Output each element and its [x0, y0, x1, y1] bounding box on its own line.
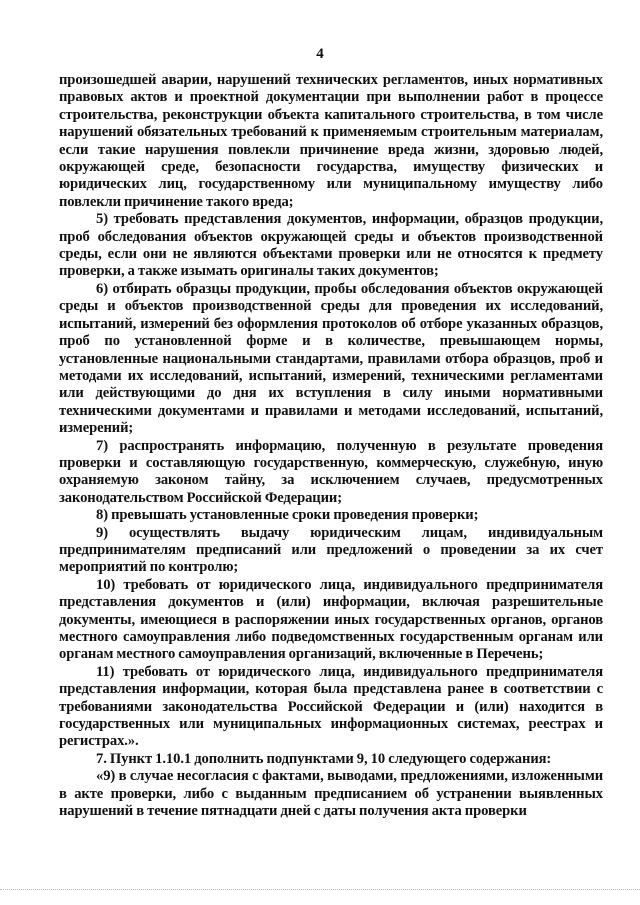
paragraph-item-11: 11) требовать от юридического лица, индивидуального предпринимателя представления информации, которая была представлена ранее в соответствии с требованиями законодательства Российской Федерации и (или) находится в государственных или муниципальных информационных системах, реестрах и регистрах.».	[59, 663, 603, 750]
paragraph-continuation: произошедшей аварии, нарушений технических регламентов, иных нормативных правовых актов и проектной документации при выполнении работ в процессе строительства, реконструкции объекта капитального строительства, в том числе нарушений обязательных требований к применяемым строительным материалам, если такие нарушения повлекли причинение вреда жизни, здоровью людей, окружающей среде, безопасности государства, имуществу физических и юридических лиц, государственному или муниципальному имуществу либо повлекли причинение такого вреда;	[59, 72, 603, 210]
scan-edge-divider	[0, 889, 640, 890]
paragraph-quote-9: «9) в случае несогласия с фактами, выводами, предложениями, изложенными в акте проверки, либо с выданным предписанием об устранении выявленных нарушений в течение пятнадцати дней с даты получения акта проверки	[59, 768, 603, 820]
paragraph-item-9: 9) осуществлять выдачу юридическим лицам, индивидуальным предпринимателям предписаний или предложений о проведении за их счет мероприятий по контролю;	[59, 524, 603, 576]
paragraph-item-7: 7) распространять информацию, полученную в результате проведения проверки и составляющую государственную, коммерческую, служебную, иную охраняемую законом тайну, за исключением случаев, предусмотренных законодательством Российской Федерации;	[59, 437, 603, 506]
page-number: 4	[316, 46, 324, 62]
paragraph-point-7: 7. Пункт 1.10.1 дополнить подпунктами 9, 10 следующего содержания:	[96, 750, 552, 767]
paragraph-item-10: 10) требовать от юридического лица, индивидуального предпринимателя представления документов и (или) информации, включая разрешительные документы, имеющиеся в распоряжении иных государственных органов, органов местного самоуправления либо подведомственных государственным органам или органам местного самоуправления организаций, включенные в Перечень;	[59, 576, 603, 663]
paragraph-item-6: 6) отбирать образцы продукции, пробы обследования объектов окружающей среды и объектов производственной среды для проведения их исследований, испытаний, измерений без оформления протоколов об отборе указанных образцов, проб по установленной форме и в количестве, превышающем нормы, установленные национальными стандартами, правилами отбора образцов, проб и методами их исследований, испытаний, измерений, техническими регламентами или действующими до дня их вступления в силу иными нормативными техническими документами и правилами и методами исследований, испытаний, измерений;	[59, 280, 603, 437]
paragraph-item-8: 8) превышать установленные сроки проведения проверки;	[96, 507, 479, 524]
document-body	[59, 72, 603, 820]
paragraph-item-5: 5) требовать представления документов, информации, образцов продукции, проб обследования объектов окружающей среды и объектов производственной среды, если они не являются объектами проверки или не относятся к предмету проверки, а также изымать оригиналы таких документов;	[59, 211, 603, 280]
